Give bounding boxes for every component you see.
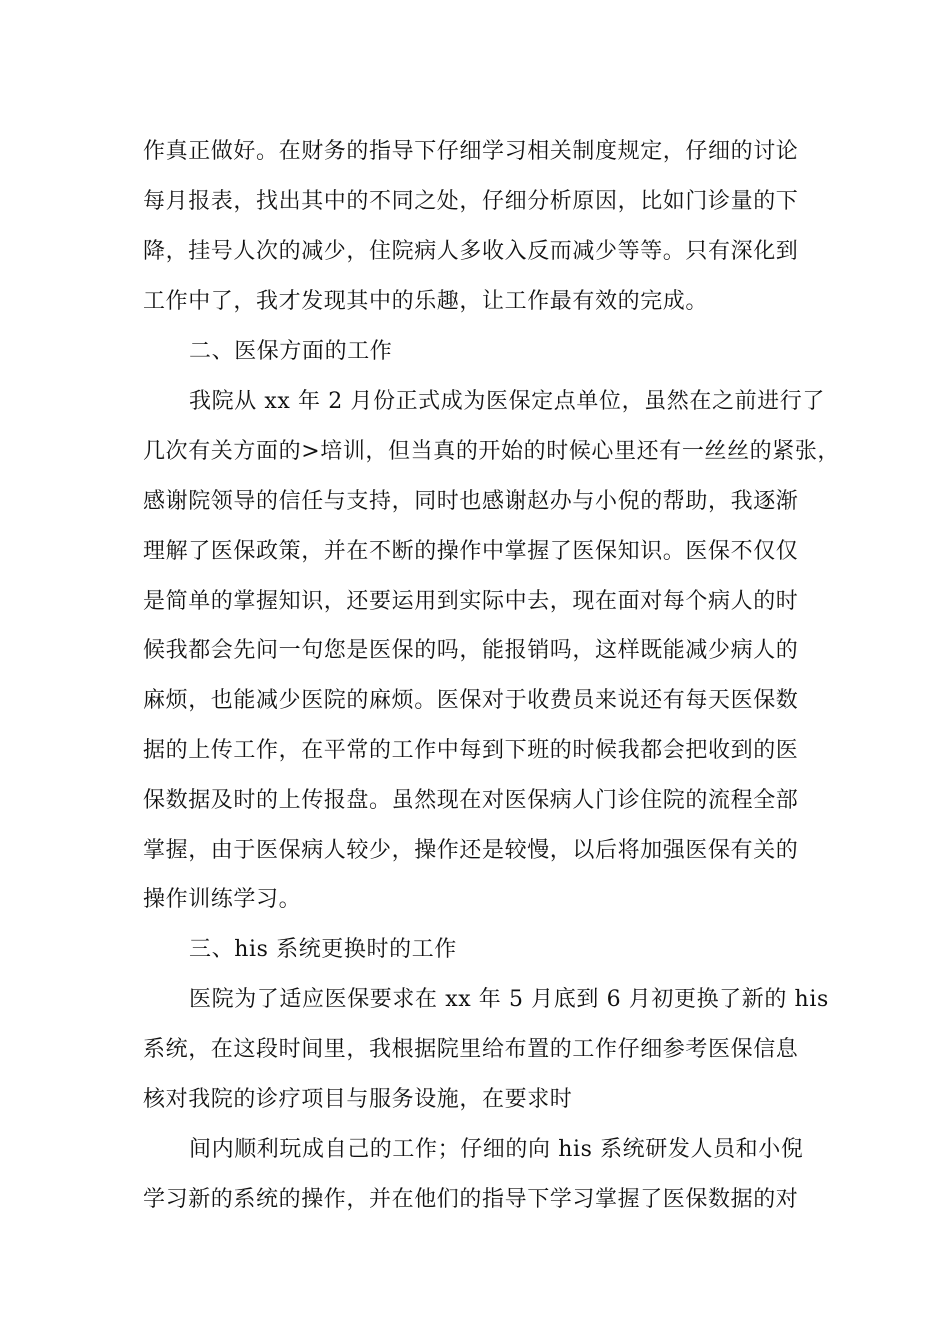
text-line: 作真正做好。在财务的指导下仔细学习相关制度规定，仔细的讨论 — [143, 139, 799, 164]
text-line: 保数据及时的上传报盘。虽然现在对医保病人门诊住院的流程全部 — [143, 788, 799, 813]
section-heading: 三、his 系统更换时的工作 — [189, 937, 457, 962]
text-line: 医院为了适应医保要求在 xx 年 5 月底到 6 月初更换了新的 his — [189, 987, 829, 1012]
text-line: 我院从 xx 年 2 月份正式成为医保定点单位，虽然在之前进行了 — [189, 389, 825, 414]
text-line: 掌握，由于医保病人较少，操作还是较慢，以后将加强医保有关的 — [143, 838, 799, 863]
text-line: 学习新的系统的操作，并在他们的指导下学习掌握了医保数据的对 — [143, 1187, 799, 1212]
text-line: 降，挂号人次的减少，住院病人多收入反而减少等等。只有深化到 — [143, 239, 799, 264]
section-heading: 二、医保方面的工作 — [189, 339, 393, 364]
text-line: 每月报表，找出其中的不同之处，仔细分析原因，比如门诊量的下 — [143, 189, 799, 214]
text-line: 是简单的掌握知识，还要运用到实际中去，现在面对每个病人的时 — [143, 589, 799, 614]
text-line: 操作训练学习。 — [143, 887, 302, 912]
text-line: 几次有关方面的>培训，但当真的开始的时候心里还有一丝丝的紧张， — [143, 439, 841, 464]
text-line: 据的上传工作，在平常的工作中每到下班的时候我都会把收到的医 — [143, 738, 799, 763]
text-line: 候我都会先问一句您是医保的吗，能报销吗，这样既能减少病人的 — [143, 638, 799, 663]
text-line: 核对我院的诊疗项目与服务设施，在要求时 — [143, 1087, 573, 1112]
text-line: 工作中了，我才发现其中的乐趣，让工作最有效的完成。 — [143, 289, 709, 314]
text-line: 间内顺利玩成自己的工作；仔细的向 his 系统研发人员和小倪 — [189, 1137, 804, 1162]
text-line: 感谢院领导的信任与支持，同时也感谢赵办与小倪的帮助，我逐渐 — [143, 489, 799, 514]
text-line: 麻烦，也能减少医院的麻烦。医保对于收费员来说还有每天医保数 — [143, 688, 799, 713]
text-line: 系统，在这段时间里，我根据院里给布置的工作仔细参考医保信息 — [143, 1037, 799, 1062]
text-line: 理解了医保政策，并在不断的操作中掌握了医保知识。医保不仅仅 — [143, 539, 799, 564]
